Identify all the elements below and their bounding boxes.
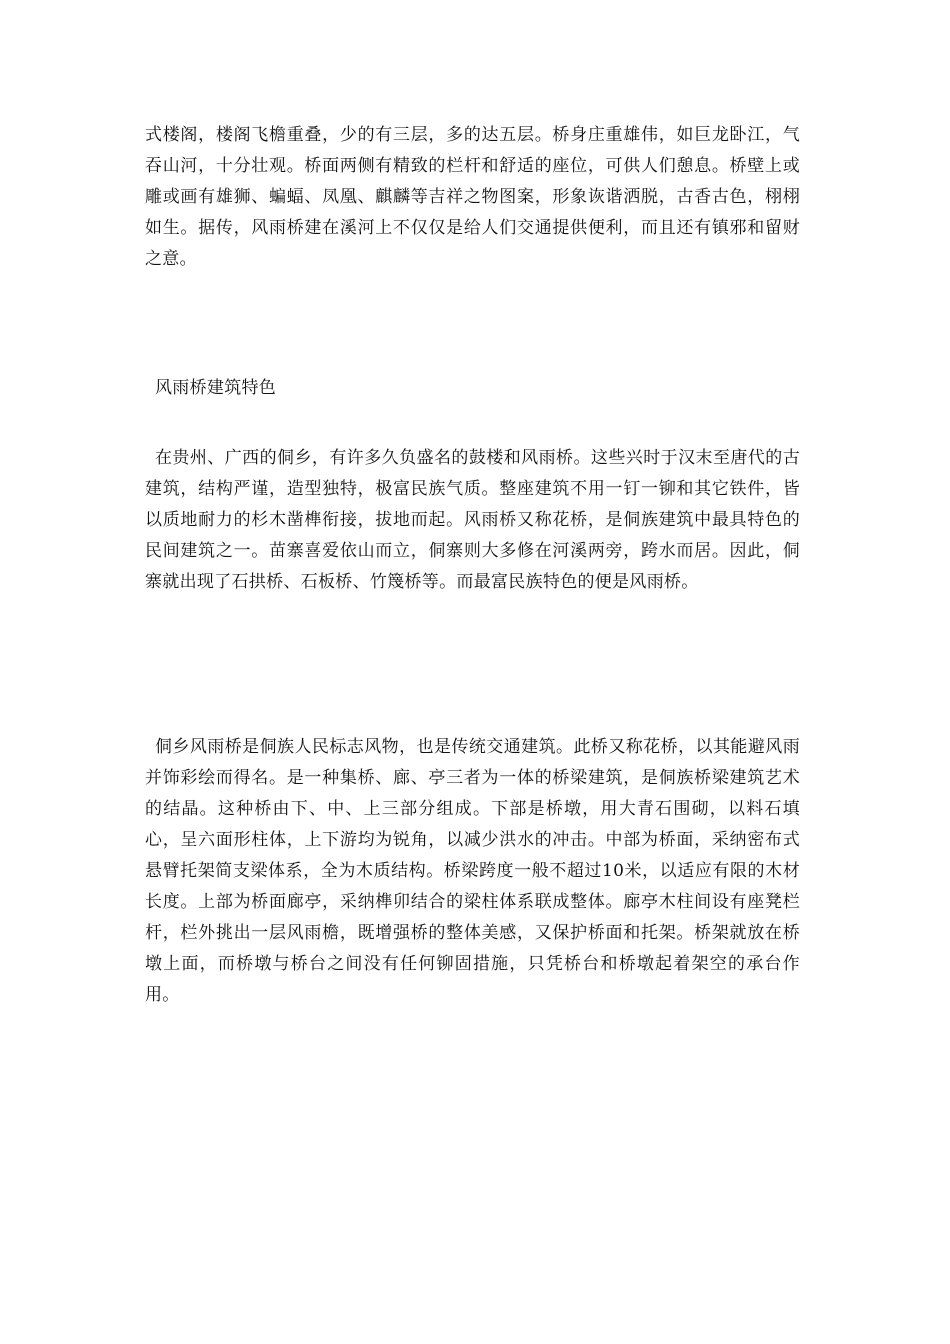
section-heading: 风雨桥建筑特色: [155, 378, 277, 398]
paragraph-dong-region: 在贵州、广西的侗乡，有许多久负盛名的鼓楼和风雨桥。这些兴时于汉末至唐代的古建筑，结构严谨，造型独特，极富民族气质。整座建筑不用一钉一铆和其它铁件，皆以质地耐力的杉木凿榫衔接，拔地而起。风雨桥又称花桥，是侗族建筑中最具特色的民间建筑之一。苗寨喜爱依山而立，侗寨则大多修在河溪两旁，跨水而居。因此，侗寨就出现了石拱桥、石板桥、竹篾桥等。而最富民族特色的便是风雨桥。: [145, 448, 800, 592]
paragraph-bridge-description: 式楼阁，楼阁飞檐重叠，少的有三层，多的达五层。桥身庄重雄伟，如巨龙卧江，气吞山河，十分壮观。桥面两侧有精致的栏杆和舒适的座位，可供人们憩息。桥壁上或雕或画有雄狮、蝙蝠、凤凰、麒麟等吉祥之物图案，形象诙谐洒脱，古香古色，栩栩如生。据传，风雨桥建在溪河上不仅仅是给人们交通提供便利，而且还有镇邪和留财之意。: [145, 125, 800, 269]
paragraph-bridge-structure: 侗乡风雨桥是侗族人民标志风物，也是传统交通建筑。此桥又称花桥，以其能避风雨并饰彩绘而得名。是一种集桥、廊、亭三者为一体的桥梁建筑，是侗族桥梁建筑艺术的结晶。这种桥由下、中、上三部分组成。下部是桥墩，用大青石围砌，以料石填心，呈六面形柱体，上下游均为锐角，以减少洪水的冲击。中部为桥面，采纳密布式悬臂托架简支梁体系，全为木质结构。桥梁跨度一般不超过10米，以适应有限的木材长度。上部为桥面廊亭，采纳榫卯结合的梁柱体系联成整体。廊亭木柱间设有座凳栏杆，栏外挑出一层风雨檐，既增强桥的整体美感，又保护桥面和托架。桥架就放在桥墩上面，而桥墩与桥台之间没有任何铆固措施，只凭桥台和桥墩起着架空的承台作用。: [145, 737, 800, 1005]
